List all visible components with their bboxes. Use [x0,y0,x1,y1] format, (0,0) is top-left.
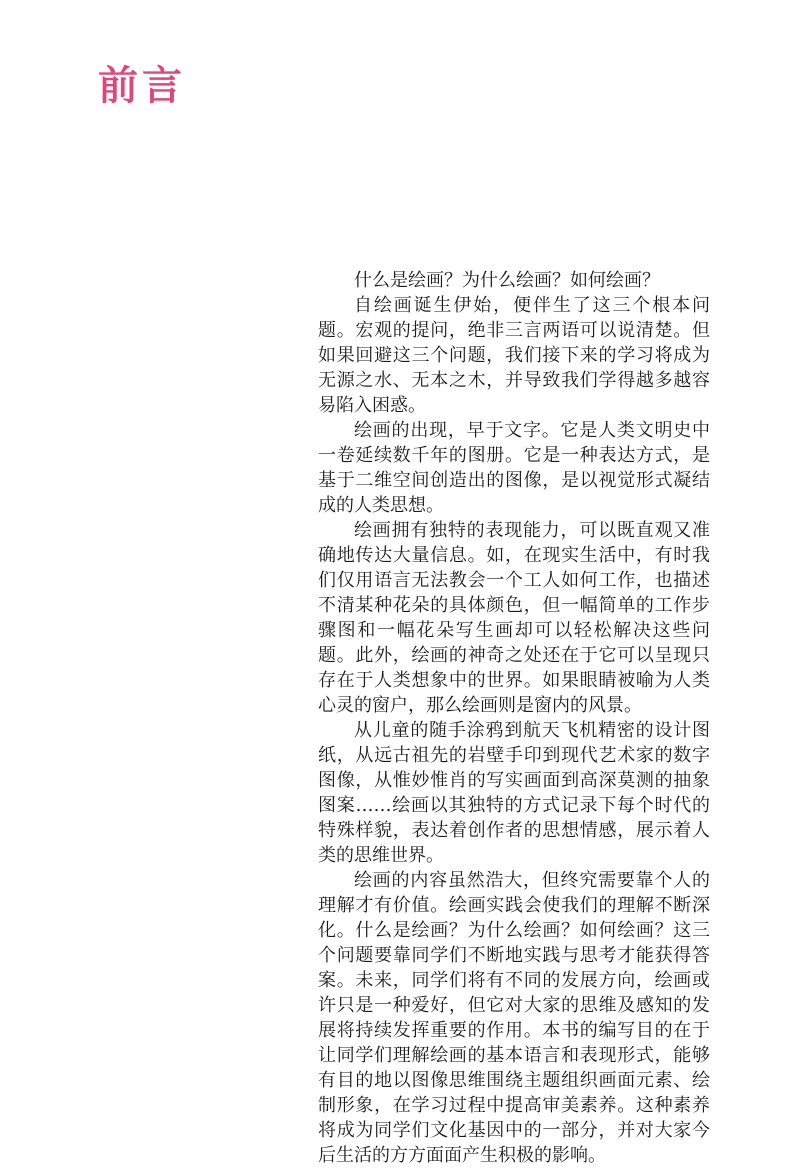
paragraph-4: 绘画拥有独特的表现能力，可以既直观又准确地传达大量信息。如，在现实生活中，有时我们仅用语言无法教会一个工人如何工作，也描述不清某种花朵的具体颜色，但一幅简单的工作步骤图和一幅花朵写生画却可以轻松解决这些问题。此外，绘画的神奇之处还在于它可以呈现只存在于人类想象中的世界。如果眼睛被喻为人类心灵的窗户，那么绘画则是窗内的风景。 [318,520,710,716]
paragraph-5: 从儿童的随手涂鸦到航天飞机精密的设计图纸，从远古祖先的岩壁手印到现代艺术家的数字图像，从惟妙惟肖的写实画面到高深莫测的抽象图案……绘画以其独特的方式记录下每个时代的特殊样貌，表达着创作者的思想情感，展示着人类的思维世界。 [318,720,710,866]
paragraph-6: 绘画的内容虽然浩大，但终究需要靠个人的理解才有价值。绘画实践会使我们的理解不断深化。什么是绘画？为什么绘画？如何绘画？这三个问题要靠同学们不断地实践与思考才能获得答案。未来，同学们将有不同的发展方向，绘画或许只是一种爱好，但它对大家的思维及感知的发展将持续发挥重要的作用。本书的编写目的在于让同学们理解绘画的基本语言和表现形式，能够有目的地以图像思维围绕主题组织画面元素、绘制形象，在学习过程中提高审美素养。这种素养将成为同学们文化基因中的一部分，并对大家今后生活的方方面面产生积极的影响。 [318,870,710,1166]
paragraph-3: 绘画的出现，早于文字。它是人类文明史中一卷延续数千年的图册。它是一种表达方式，是基于二维空间创造出的图像，是以视觉形式凝结成的人类思想。 [318,420,710,516]
paragraph-2: 自绘画诞生伊始，便伴生了这三个根本问题。宏观的提问，绝非三言两语可以说清楚。但如果回避这三个问题，我们接下来的学习将成为无源之水、无本之木，并导致我们学得越多越容易陷入困惑。 [318,295,710,416]
preface-body [318,268,710,1168]
page-title: 前言 [98,62,186,109]
paragraph-1: 什么是绘画？为什么绘画？如何绘画？ [354,270,660,291]
